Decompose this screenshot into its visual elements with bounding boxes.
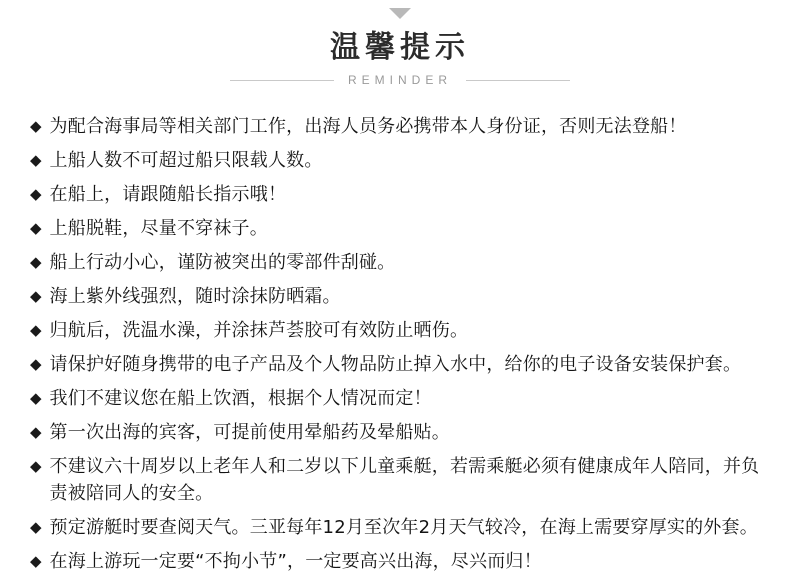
list-item-text: 船上行动小心，谨防被突出的零部件刮碰。	[49, 252, 396, 273]
list-item-text: 第一次出海的宾客，可提前使用晕船药及晕船贴。	[49, 422, 450, 443]
diamond-bullet-icon: ◆	[30, 185, 42, 203]
page-header	[0, 0, 800, 87]
diamond-bullet-icon: ◆	[30, 219, 42, 237]
list-item-text: 为配合海事局等相关部门工作，出海人员务必携带本人身份证，否则无法登船！	[49, 116, 687, 137]
list-item-text: 请保护好随身携带的电子产品及个人物品防止掉入水中，给你的电子设备安装保护套。	[49, 354, 742, 375]
reminder-list	[0, 113, 800, 575]
list-item-text: 归航后，洗温水澡，并涂抹芦荟胶可有效防止晒伤。	[49, 320, 469, 341]
diamond-bullet-icon: ◆	[30, 151, 42, 169]
list-item-text: 在船上，请跟随船长指示哦！	[49, 184, 287, 205]
list-item	[30, 181, 770, 208]
list-item-text: 不建议六十周岁以上老年人和二岁以下儿童乘艇，若需乘艇必须有健康成年人陪同，并负责被陪同人的安全。	[49, 456, 760, 504]
subtitle-row	[230, 73, 570, 87]
diamond-bullet-icon: ◆	[30, 355, 42, 373]
list-item-text: 海上紫外线强烈，随时涂抹防晒霜。	[49, 286, 341, 307]
divider-left	[230, 80, 334, 81]
triangle-down-icon	[389, 8, 411, 19]
diamond-bullet-icon: ◆	[30, 287, 42, 305]
list-item	[30, 548, 770, 575]
diamond-bullet-icon: ◆	[30, 117, 42, 135]
list-item-text: 我们不建议您在船上饮酒，根据个人情况而定！	[49, 388, 432, 409]
list-item	[30, 419, 770, 446]
diamond-bullet-icon: ◆	[30, 518, 42, 536]
list-item	[30, 351, 770, 378]
diamond-bullet-icon: ◆	[30, 389, 42, 407]
list-item-text: 在海上游玩一定要“不拘小节”，一定要高兴出海，尽兴而归！	[49, 551, 542, 572]
list-item	[30, 249, 770, 276]
diamond-bullet-icon: ◆	[30, 457, 42, 475]
list-item-text: 上船人数不可超过船只限载人数。	[49, 150, 323, 171]
list-item	[30, 453, 770, 507]
diamond-bullet-icon: ◆	[30, 552, 42, 570]
list-item-text: 预定游艇时要查阅天气。三亚每年12月至次年2月天气较冷，在海上需要穿厚实的外套。	[49, 517, 758, 538]
list-item	[30, 113, 770, 140]
diamond-bullet-icon: ◆	[30, 321, 42, 339]
list-item	[30, 147, 770, 174]
list-item	[30, 215, 770, 242]
page-subtitle: REMINDER	[348, 73, 453, 87]
divider-right	[466, 80, 570, 81]
list-item	[30, 514, 770, 541]
diamond-bullet-icon: ◆	[30, 423, 42, 441]
list-item	[30, 283, 770, 310]
list-item	[30, 385, 770, 412]
list-item-text: 上船脱鞋，尽量不穿袜子。	[49, 218, 268, 239]
list-item	[30, 317, 770, 344]
page-title: 温馨提示	[330, 30, 470, 65]
diamond-bullet-icon: ◆	[30, 253, 42, 271]
